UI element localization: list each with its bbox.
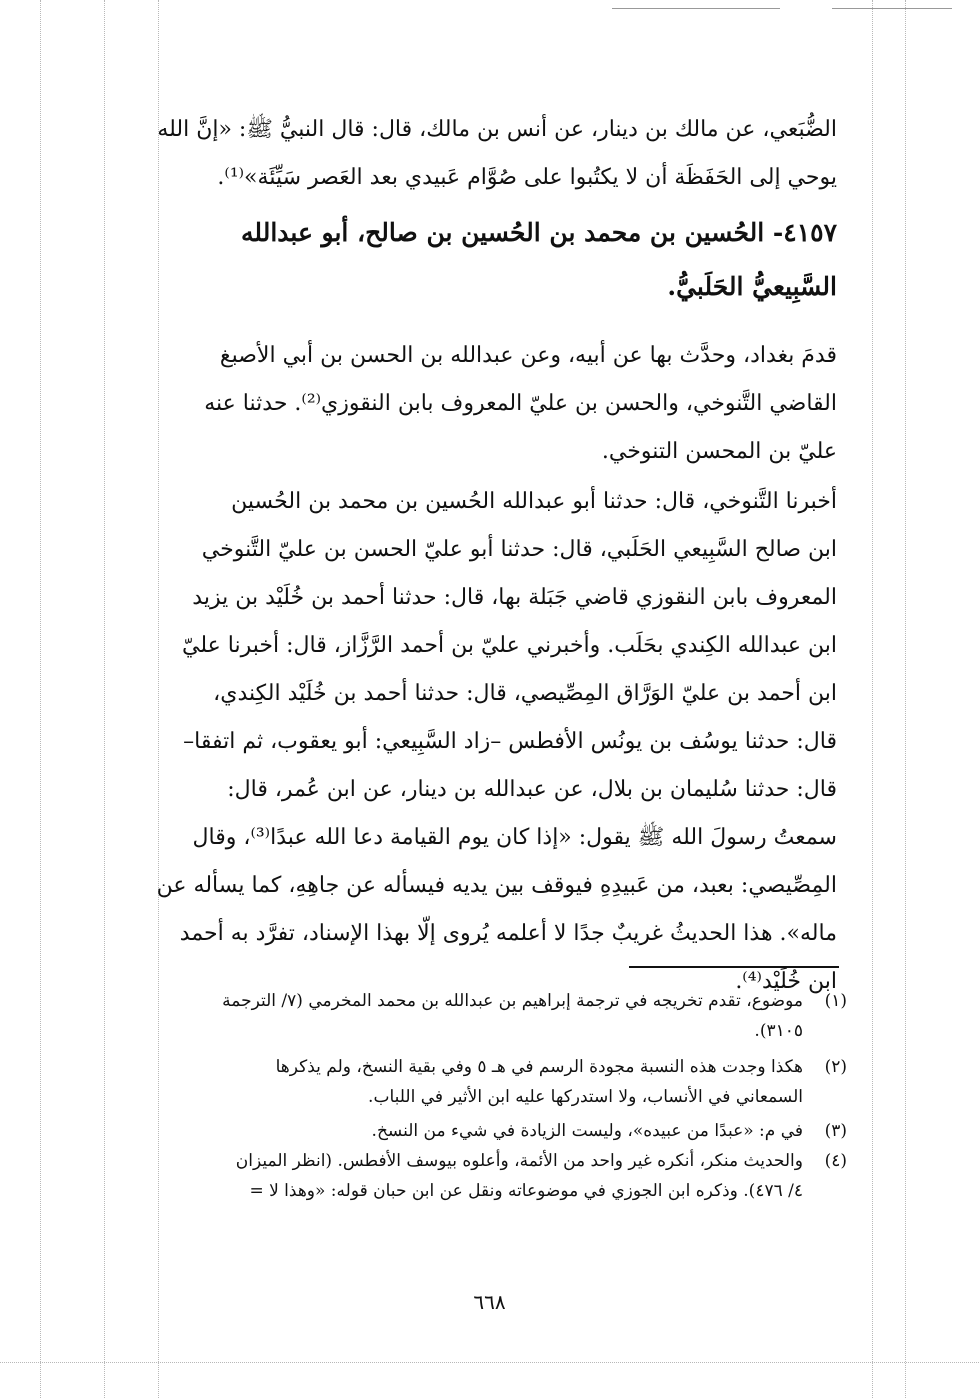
page-number: ٦٦٨ [473, 1290, 506, 1314]
entry-heading [125, 206, 837, 314]
paragraph-line: المِصِّيصي: بعبد، من عَبيدِهِ فيوقف بين يديه فيسأله عن جاهِهِ، كما يسأله عن [156, 873, 837, 898]
footnote-text: هكذا وجدت هذه النسبة مجودة الرسم في هـ ٥ وفي بقية النسخ، ولم يذكرها [275, 1057, 803, 1077]
footnote-text: والحديث منكر، أنكره غير واحد من الأئمة، وأعلوه بيوسف الأفطس. (انظر الميزان [235, 1151, 803, 1171]
guide-line [104, 0, 105, 1398]
footnote-number: (٢) [824, 1057, 847, 1077]
top-rule [832, 8, 952, 9]
intro-line: يوحي إلى الحَفَظَة أن لا يكتُبوا على صُوَّام عَبيدي بعد العَصر سَيِّئَة»⁽¹⁾. [217, 165, 837, 190]
paragraph-line: ماله». هذا الحديثُ غريبٌ جدًا لا أعلمه يُروى إلّا بهذا الإسناد، تفرَّد به أحمد [179, 921, 837, 946]
guide-line [905, 0, 906, 1398]
footnote-text: في م: «عبدًا من عبيده»، وليست الزيادة في شيء من النسخ. [371, 1121, 803, 1141]
footnote-text: ٤/ ٤٧٦). وذكره ابن الجوزي في موضوعاته ونقل عن ابن حبان قوله: «وهذا لا = [249, 1181, 803, 1201]
paragraph-line: قال: حدثنا سُليمان بن بلال، عن عبدالله بن دينار، عن ابن عُمر، قال: [227, 777, 837, 802]
entry-heading-line: السَّبِيعيُّ الحَلَبيُّ. [667, 272, 837, 301]
top-rule [612, 8, 780, 9]
paragraph-line: سمعتُ رسولَ الله ﷺ يقول: «إذا كان يوم القيامة دعا الله عبدًا⁽³⁾، وقال [192, 825, 837, 850]
footnote-text: السمعاني في الأنساب، ولا استدركها عليه ابن الأثير في اللباب. [368, 1087, 803, 1107]
entry-heading-line: ٤١٥٧- الحُسين بن محمد بن الحُسين بن صالح، أبو عبدالله [241, 218, 837, 247]
paragraph-2 [125, 478, 837, 1006]
intro-line: الضُّبَعي، عن مالك بن دينار، عن أنس بن مالك، قال: قال النبيُّ ﷺ: «إنَّ الله [157, 117, 837, 142]
paragraph-line: ابن خُلَيْد⁽⁴⁾. [735, 969, 837, 994]
footnote-separator [629, 966, 839, 968]
footnote-text: ٣١٠٥). [754, 1021, 803, 1041]
paragraph-line: المعروف بابن النقوزي قاضي جَبَلة بها، قال: حدثنا أحمد بن خُلَيْد بن يزيد [192, 585, 837, 610]
footnote-2 [123, 1052, 847, 1112]
paragraph-line: القاضي التَّنوخي، والحسن بن عليّ المعروف بابن النقوزي⁽²⁾. حدثنا عنه [204, 391, 837, 416]
paragraph-1 [125, 332, 837, 476]
paragraph-line: قدمَ بغداد، وحدَّث بها عن أبيه، وعن عبدالله بن الحسن بن أبي الأصبغ [219, 343, 837, 368]
footnotes [123, 986, 847, 1206]
paragraph-line: قال: حدثنا يوسُف بن يونُس الأفطس –زاد السَّبِيعي: أبو يعقوب، ثم اتفقا– [183, 729, 837, 754]
footnote-number: (١) [824, 991, 847, 1011]
guide-line [0, 1362, 979, 1363]
paragraph-line: أخبرنا التَّنوخي، قال: حدثنا أبو عبدالله الحُسين بن محمد بن الحُسين [231, 489, 837, 514]
intro-block [125, 106, 837, 202]
footnote-text: موضوع، تقدم تخريجه في ترجمة إبراهيم بن عبدالله بن محمد المخرمي (٧/ الترجمة [222, 991, 803, 1011]
guide-line [40, 0, 41, 1398]
footnote-3 [123, 1116, 847, 1146]
guide-line [872, 0, 873, 1398]
footnote-number: (٤) [824, 1151, 847, 1171]
paragraph-line: ابن صالح السَّبِيعي الحَلَبي، قال: حدثنا أبو عليّ الحسن بن عليّ التَّنوخي [201, 537, 837, 562]
paragraph-line: عليّ بن المحسن التنوخي. [601, 439, 837, 464]
footnote-number: (٣) [824, 1121, 847, 1141]
paragraph-line: ابن أحمد بن عليّ الوَرَّاق المِصِّيصي، قال: حدثنا أحمد بن خُلَيْد الكِندي، [213, 681, 837, 706]
paragraph-line: ابن عبدالله الكِندي بحَلَب. وأخبرني عليّ بن أحمد الرَّزَّاز، قال: أخبرنا عليّ [182, 633, 837, 658]
footnote-1 [123, 986, 847, 1046]
footnote-4 [123, 1146, 847, 1206]
